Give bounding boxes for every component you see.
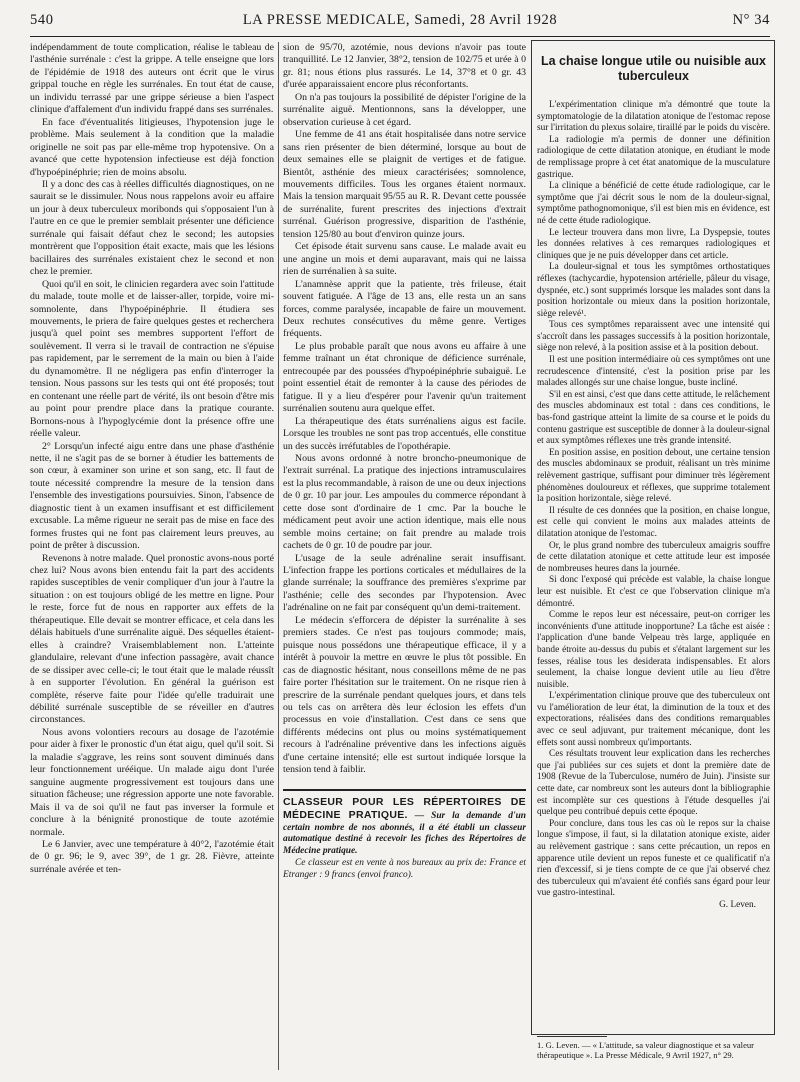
paragraph: Revenons à notre malade. Quel pronostic avons-nous porté chez lui? Nous avons bien entendu fait la part des accidents rapides susceptibles de venir compliquer d'un jour à l'autre la situation : on est toujours obligé de les mettre en ligne. Pour le reste, force fut de nous en rapporter aux effets de la thérapeutique. Elle devait se montrer efficace, et cela dans les délais habituels d'une surrénalite aiguë. Des séquelles étaient-elles à craindre? Vraisemblablement non. L'atteinte glandulaire, relevant d'une infection passagère, avait chance de se dissiper avec celle-ci; le tout était que le malade réussît à en supporter l'évolution. En général la guérison est complète, réserve faite pour l'idée qu'elle traduirait une débilité surrénale susceptible de se réveiller en d'autres circonstances. <box>30 552 274 726</box>
page-number: 540 <box>30 12 54 28</box>
journal-title: LA PRESSE MEDICALE, Samedi, 28 Avril 1928 <box>242 12 558 28</box>
column-middle <box>283 42 526 1074</box>
paragraph: Or, le plus grand nombre des tuberculeux amaigris souffre de cette dilatation atonique et cette attitude leur est imposée de nombreuses heures dans la journée. <box>537 540 770 574</box>
paragraph: L'usage de la seule adrénaline serait insuffisant. L'infection frappe les portions corticales et médullaires de la glande surrénale; la souffrance des premières s'exprime par l'asthénie; celle des secondes par l'hypotension. Avec l'adrénaline on ne fait par conséquent qu'un demi-traitement. <box>283 552 526 614</box>
notice-text: — Sur la demande d'un certain nombre de nos abonnés, il a été établi un classeur automatique destiné à recevoir les fiches des Répertoires de Médecine pratique. <box>283 810 526 857</box>
paragraph: Il y a donc des cas à réelles difficultés diagnostiques, on ne saurait se le dissimuler. Nous nous rappelons avoir eu affaire un jour à deux tuberculeux moribonds qui s'opposaient l'un à l'autre en ce que le premier semblait présenter une déficience surrénale qui faisait défaut chez le second; les autopsies montrèrent que l'opposition était exacte, mais que les lésions bacillaires des surrénales existaient chez le second et non chez le premier. <box>30 178 274 278</box>
paragraph: Nous avons volontiers recours au dosage de l'azotémie pour aider à fixer le pronostic d'un état aigu, quel qu'il soit. Si la maladie s'aggrave, les reins sont souvent diminués dans leur fonctionnement urééique. Un malade aigu dont l'urée sanguine augmente progressivement est toujours dans une situation fâcheuse; une régression apporte une note favorable. Mais il va de soi qu'il ne faut pas inverser la formule et conclure à la bénignité pronostique de toute azotémie normale. <box>30 726 274 838</box>
paragraph: L'anamnèse apprit que la patiente, très frileuse, était souvent fatiguée. A l'âge de 13 ans, elle resta un an sans forces, comme paralysée, incapable de faire un mouvement. Deux rechutes consécutives du même genre. Vertiges fréquents. <box>283 278 526 340</box>
issue-number: N° 34 <box>732 12 770 28</box>
article-title: La chaise longue utile ou nuisible aux tuberculeux <box>540 54 767 83</box>
page-header <box>30 12 770 34</box>
notice-heading: CLASSEUR POUR LES RÉPERTOIRES DE MÉDECINE PRATIQUE. <box>283 795 526 821</box>
column-left <box>30 42 274 1074</box>
paragraph: Pour conclure, dans tous les cas où le repos sur la chaise longue s'impose, il faut, si la dilatation atonique existe, aider au relèvement gastrique : sans cette précaution, un repos en apparence utile devient un repos funeste et ce qualificatif n'a rien d'excessif, si je tiens compte de ce que j'ai observé chez des tuberculeux qui m'avaient été confiés sans égard pour leur vue gastro-intestinal. <box>537 818 770 899</box>
paragraph: L'expérimentation clinique m'a démontré que toute la symptomatologie de la dilatation atonique de l'estomac repose sur l'irritation du plexus solaire, tiraillé par le poids du viscère. <box>537 100 770 134</box>
paragraph: La clinique a bénéficié de cette étude radiologique, car le symptôme que j'ai décrit sous le nom de la douleur-signal, symptôme pathognomonique, s'il est bien mis en évidence, est né de cette étude radiologique. <box>537 181 770 226</box>
paragraph: Quoi qu'il en soit, le clinicien regardera avec soin l'attitude du malade, toute molle et de laisser-aller, torpide, voire mi-somnolente, dans l'hypoépinéphrie. Il étudiera ses mouvements, le priera de faire quelques gestes et recherchera jusqu'à quel point ses membres supportent l'effort de soulèvement. Il verra si le travail de contraction ne s'épuise pas rapidement, par le serrement de la main ou bien à l'aide du dynamomètre. Il ne négligera pas enfin d'interroger la tension. Nous passons sur les tests qui ont été proposés; tout en contenant une réelle part de vérité, ils ont besoin d'être mis au point pour prendre place dans la pratique courante. Bornons-nous à l'hypoglycémie dont la présence offre une réelle valeur. <box>30 278 274 440</box>
paragraph: En position assise, en position debout, une certaine tension des muscles abdominaux se produit, réalisant un très minime relèvement gastrique, suffisant pour diminuer très légèrement phénomènes douloureux et réflexes, que supprime totalement la position horizontale, siège relevé. <box>537 447 770 505</box>
header-rule <box>30 36 770 37</box>
paragraph: L'expérimentation clinique prouve que des tuberculeux ont vu l'amélioration de leur état, la diminution de la toux et des expectorations, réalisées dans des conditions remarquables avec ce seul adjuvant, pur traitement mécanique, dont les effets sont aussi nombreux qu'importants. <box>537 691 770 748</box>
paragraph: Ces résultats trouvent leur explication dans les recherches que j'ai publiées sur ces sujets et dont la première date de 1908 (Revue de la Tuberculose, numéro de Juin). J'insiste sur cette date, car nombreux sont les auteurs dont la bibliographie est incomplète sur ces questions à l'étude desquelles j'ai quelque peu contribué depuis cette époque. <box>537 749 770 818</box>
paragraph: Le médecin s'efforcera de dépister la surrénalite à ses premiers stades. Ce n'est pas toujours commode; mais, puisque nous possédons une thérapeutique efficace, il y a intérêt à pouvoir la mettre en œuvre le plus tôt possible. En cas de diagnostic hésitant, nous conseillons même de ne pas faire porter l'hésitation sur le traitement. On ne risque rien à prescrire de la surrénale pendant quelques jours, et dans tels ou tels cas on arrêtera dès leur éclosion les effets d'un processus en voie d'installation. C'est dans ce sens que différents médecins ont plus ou moins systématiquement recours à l'adrénaline préventive dans les infections aiguës d'une certaine intensité; elle est surtout indiquée lorsque la tension tend à faiblir. <box>283 614 526 776</box>
footnote <box>537 1036 770 1061</box>
signature: G. Leven. <box>719 899 756 910</box>
paragraph: Le 6 Janvier, avec une température à 40°2, l'azotémie était de 0 gr. 96; le 9, avec 39°, de 1 gr. 28. Fièvre, atteinte surrénale avérée et ten- <box>30 839 274 875</box>
column-right <box>537 42 770 1074</box>
paragraph: indépendamment de toute complication, réalise le tableau de l'asthénie surrénale : c'est la grippe. A telle enseigne que lors de l'épidémie de 1918 des auteurs ont écrit que le virus grippal touche en règle les surrénales. En tout état de cause, un individu terrassé par une grippe sérieuse a bien l'aspect clinique d'affalement d'un individu frappé dans ses surrénales. <box>30 42 274 116</box>
notice-rule <box>283 789 526 791</box>
paragraph: sion de 95/70, azotémie, nous devions n'avoir pas toute tranquillité. Le 12 Janvier, 38°2, tension de 102/75 et urée à 0 gr. 81; nous étions plus rassurés. Le 14, 37°8 et 0 gr. 43 d'urée apparaissaient encore plus réconfortants. <box>283 42 526 91</box>
classeur-notice <box>283 789 526 882</box>
paragraph: En face d'éventualités litigieuses, l'hypotension juge le problème. Mais seulement à la condition que la maladie originelle ne soit pas par elle-même trop hypotensive. On a avancé que cette hypotension infectieuse est déjà fonction d'hypoépinéphrie; rien de moins absolu. <box>30 116 274 178</box>
paragraph: On n'a pas toujours la possibilité de dépister l'origine de la surrénalite aiguë. Mentionnons, sans la développer, une observation curieuse à cet égard. <box>283 91 526 128</box>
paragraph: La radiologie m'a permis de donner une définition radiologique de cette dilatation atonique, en étudiant le mode de remplissage propre à cet état anatomique de la musculature gastrique. <box>537 134 770 180</box>
paragraph: Si donc l'exposé qui précède est valable, la chaise longue leur est nuisible. Et c'est ce que l'observation clinique m'a démontré. <box>537 575 770 609</box>
paragraph: Le lecteur trouvera dans mon livre, La Dyspepsie, toutes les données relatives à ces remarques radiologiques et cliniques que je ne puis développer dans cet article. <box>537 227 770 261</box>
footnote-rule <box>537 1036 607 1037</box>
paragraph: La thérapeutique des états surrénaliens aigus est facile. Lorsque les troubles ne sont pas trop accentués, elle constitue un des succès irréfutables de l'opothérapie. <box>283 415 526 452</box>
paragraph: 2° Lorsqu'un infecté aigu entre dans une phase d'asthénie nette, il ne s'agit pas de se borner à étudier les battements de son cœur, à examiner son urine et son sang, etc. Il faut de toute nécessité comprendre la mesure de la tension dans l'ensemble des investigations poursuivies. Sinon, l'absence de diagnostic tient à un examen insuffisant et est difficilement excusable. La même rigueur ne serait pas de mise en face des formes frustes qui ne font pas clairement leurs preuves, au point de prêter à discussion. <box>30 440 274 552</box>
notice-price: Ce classeur est en vente à nos bureaux au prix de: France et Etranger : 9 francs (envoi franco). <box>283 858 526 881</box>
paragraph: Il est une position intermédiaire où ces symptômes ont une recrudescence d'intensité, c'est la position prise par les malades allongés sur une chaise longue, buste incliné. <box>537 355 770 389</box>
paragraph: Nous avons ordonné à notre broncho-pneumonique de l'extrait surrénal. La pratique des injections intramusculaires est la plus recommandable, à raison de une ou deux injections de 0 gr. 10 par jour. Les ampoules du commerce répondant à cette dose sont d'ordinaire de 1 cmc. Par la bouche le médicament peut avoir une action identique, mais elle nous semble moins certaine; on fait prendre au malade trois cachets de 0 gr. 10 de poudre par jour. <box>283 452 526 552</box>
paragraph: La douleur-signal et tous les symptômes orthostatiques réflexes (tachycardie, hypotension artérielle, pâleur du visage, dyspnée, etc.) sont supprimés lorsque les malades sont dans la position horizontale ou mieux dans la position horizontale, siège relevé¹. <box>537 262 770 319</box>
column-divider <box>278 42 279 1070</box>
paragraph: Une femme de 41 ans était hospitalisée dans notre service sans rien présenter de bien déterminé, lorsque au bout de deux semaines elle se plaignit de vertiges et de fatigue. Bientôt, asthénie des mieux caractérisées; somnolence, mouvements difficiles. Tous les organes étaient normaux. Mais la tension marquait 95/55 au R. R. Devant cette poussée de surrénalite, furent prescrites des injections d'extrait surrénal. Guérison progressive, disparition de l'asthénie, tension 125/80 au bout d'environ quinze jours. <box>283 129 526 240</box>
paragraph: Tous ces symptômes reparaissent avec une intensité qui s'accroît dans les passages successifs à la position horizontale, siège non relevé, à la position assise et à la position debout. <box>537 320 770 354</box>
paragraph: Comme le repos leur est nécessaire, peut-on corriger les inconvénients d'une attitude inopportune? La tâche est aisée : l'application d'une bande Velpeau très large, appliquée en bande étroite au-dessus du pubis et s'étalant largement sur les fesses, réalise tous les desiderata indispensables. Et alors seulement, la chaise longue devient utile au lieu d'être nuisible. <box>537 610 770 690</box>
paragraph: Il résulte de ces données que la position, en chaise longue, est celle qui convient le moins aux malades atteints de dilatation atonique de l'estomac. <box>537 505 770 539</box>
footnote-text: 1. G. Leven. — « L'attitude, sa valeur diagnostique et sa valeur thérapeutique ». La Presse Médicale, 9 Avril 1927, n° 29. <box>537 1040 755 1061</box>
paragraph: Cet épisode était survenu sans cause. Le malade avait eu une angine un mois et demi auparavant, mais qui ne laissa rien de surrénalien à sa suite. <box>283 241 526 278</box>
paragraph: S'il en est ainsi, c'est que dans cette attitude, le relâchement des muscles abdominaux est total : dans ces conditions, le bas-fond gastrique atteint la limite de sa course et le poids du contenu gastrique est susceptible de donner à la douleur-signal et aux symptômes réflexes une très grande intensité. <box>537 389 770 447</box>
paragraph: Le plus probable paraît que nous avons eu affaire à une femme traînant un état chronique de déficience surrénale, entrecoupée par des poussées d'hypoépinéphrie subaiguë. Le point essentiel était de remonter à la cause des périodes de fatigue. Il y a lieu d'espérer pour l'avenir qu'un traitement surrénalien soutenu aura quelque effet. <box>283 340 526 415</box>
